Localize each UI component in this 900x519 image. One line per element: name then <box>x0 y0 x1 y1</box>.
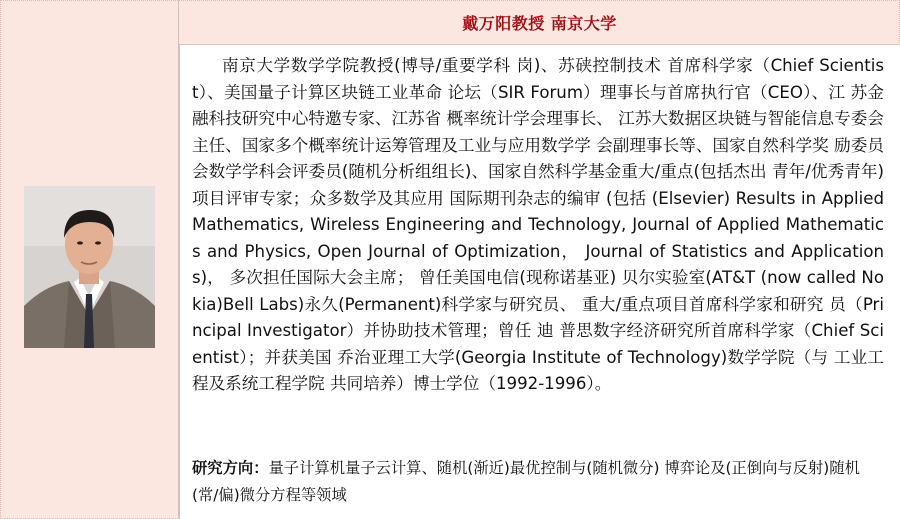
bio-paragraph: 南京大学数学学院教授(博导/重要学科 岗)、苏硖控制技术 首席科学家（Chief Scientist）、美国量子计算区块链工业革命 论坛（SIR Forum）理事长与首席执行官（CEO）、江 苏金融科技研究中心特邀专家、江苏省 概率统计学会理事长、 江苏大数据区块链与智能信息专委会主任、国家多个概率统计运筹管理及工业与应用数学学 会副理事长等、国家自然科学奖 励委员会数学学科会评委员(随机分析组组长)、国家自然科学基金重大/重点(包括杰出 青年/优秀青年)项目评审专家；众多数学及其应用 国际期刊杂志的编审 (包括 (Elsevier) Results in Applied Mathematics, Wireless Engineering and Technology, Journal of Applied Mathematics and Physics, Open Journal of Optimization， Journal of Statistics and Applications)， 多次担任国际大会主席； 曾任美国电信(现称诺基亚) 贝尔实验室(AT&T (now called Nokia)Bell Labs)永久(Permanent)科学家与研究员、 重大/重点项目首席科学家和研究 员（Principal Investigator）并协助技术管理；曾任 迪 普思数字经济研究所首席科学家（Chief Scientist）；并获美国 乔治亚理工大学(Georgia Institute of Technology)数学学院（与 工业工程及系统工程学院 共同培养）博士学位（1992-1996）。 <box>192 56 884 393</box>
name-title: 戴万阳教授 南京大学 <box>462 13 617 33</box>
portrait-photo <box>24 186 155 348</box>
bio-cell <box>179 45 900 519</box>
research-text: 量子计算机量子云计算、随机(渐近)最优控制与(随机微分) 博弈论及(正倒向与反射)随机(常/偏)微分方程等领域 <box>192 459 860 504</box>
photo-cell <box>0 0 179 519</box>
portrait-illustration <box>24 186 155 348</box>
research-label: 研究方向： <box>192 459 269 477</box>
research-paragraph <box>192 455 884 508</box>
name-header <box>179 0 900 45</box>
